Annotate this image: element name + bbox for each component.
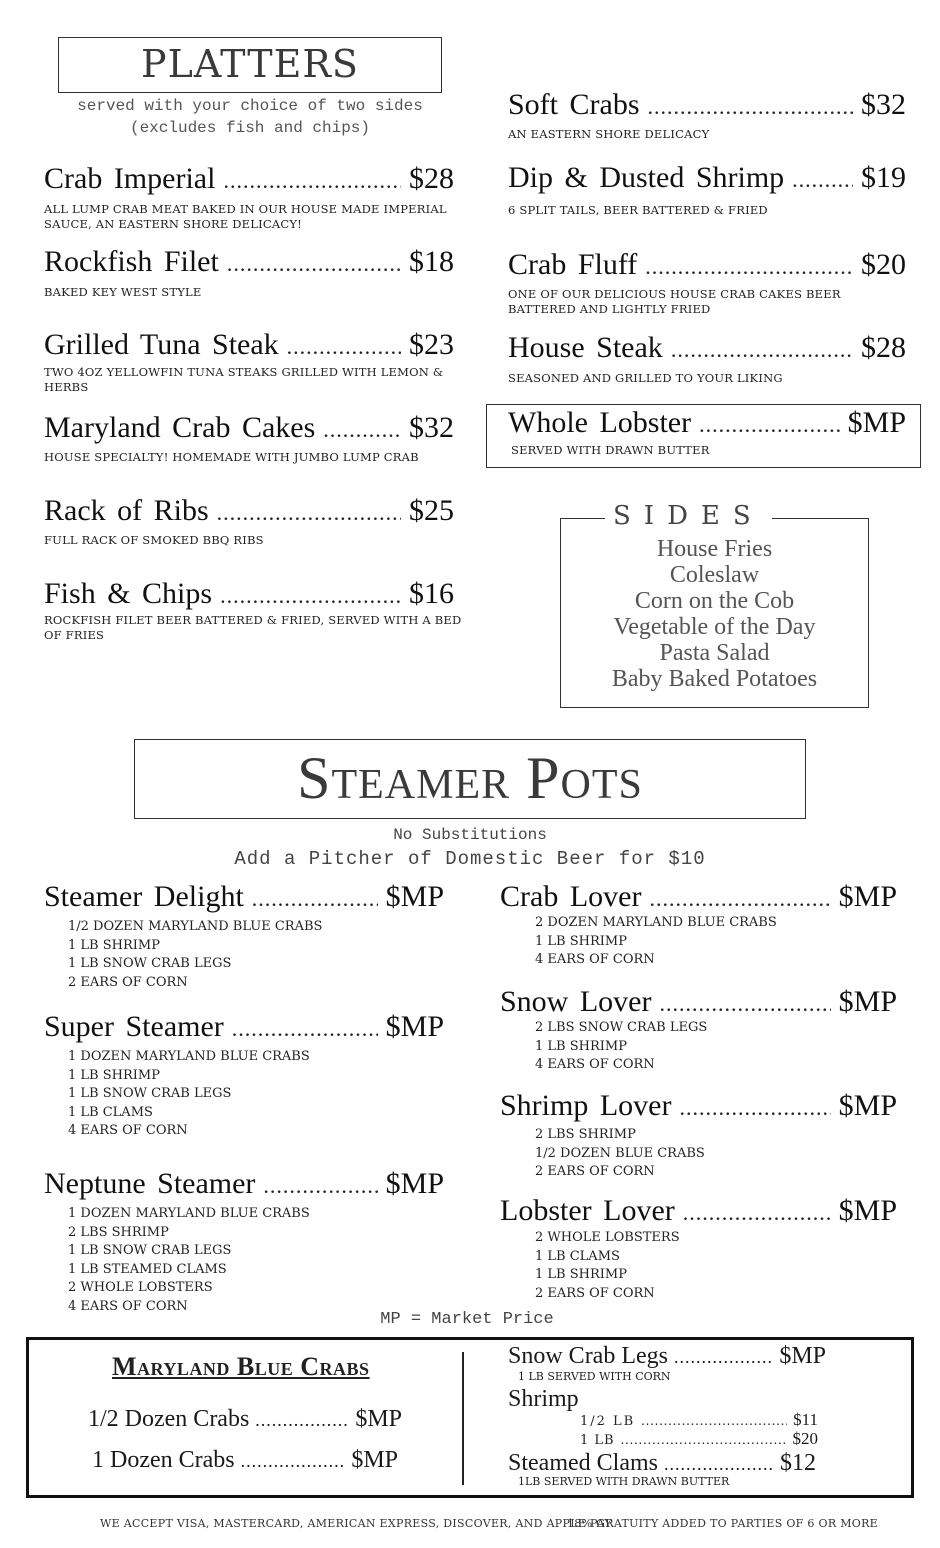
- steamer-title: Steamer Pots: [297, 745, 643, 811]
- shrimp-price-line: [580, 1429, 818, 1449]
- extra-price: $MP: [779, 1343, 826, 1369]
- steamer-name: Steamer Delight: [44, 880, 244, 913]
- extra-item: [508, 1343, 826, 1370]
- extra-name: Steamed Clams: [508, 1450, 658, 1476]
- steamer-line: 2 EARS OF CORN: [535, 1285, 655, 1301]
- steamer-name: Super Steamer: [44, 1010, 224, 1043]
- steamer-line: 1/2 DOZEN BLUE CRABS: [535, 1145, 705, 1161]
- platter-price: $19: [861, 161, 906, 194]
- platter-desc: ROCKFISH FILET BEER BATTERED & FRIED, SERVED WITH A BED OF FRIES: [44, 613, 462, 642]
- platter-desc: FULL RACK OF SMOKED BBQ RIBS: [44, 533, 264, 547]
- leader-dots: [659, 991, 830, 1017]
- shrimp-full-label: 1 LB: [580, 1433, 615, 1448]
- steamer-price: $MP: [838, 1089, 897, 1122]
- steamer-name: Snow Lover: [500, 985, 652, 1018]
- steamer-contents: [535, 914, 777, 970]
- platter-item: [508, 161, 906, 195]
- sides-title: SIDES: [605, 501, 772, 531]
- shrimp-full-price: $20: [792, 1429, 818, 1448]
- steamer-line: 2 WHOLE LOBSTERS: [68, 1280, 213, 1295]
- extra-desc: 1LB SERVED WITH DRAWN BUTTER: [518, 1475, 730, 1488]
- steamer-item: [44, 1167, 444, 1201]
- leader-dots: [679, 1095, 830, 1121]
- steamer-price: $MP: [385, 880, 444, 913]
- steamer-line: 1/2 DOZEN MARYLAND BLUE CRABS: [68, 919, 323, 934]
- payments-note: WE ACCEPT VISA, MASTERCARD, AMERICAN EXPRESS, DISCOVER, AND APPLE PAY.: [100, 1517, 615, 1530]
- leader-dots: [645, 254, 853, 280]
- platter-price: $20: [861, 248, 906, 281]
- steamer-name: Lobster Lover: [500, 1194, 675, 1227]
- steamer-contents: [68, 918, 322, 992]
- platter-name: Crab Fluff: [508, 248, 638, 281]
- steamer-price: $MP: [838, 985, 897, 1018]
- blue-crabs-title: Maryland Blue Crabs: [112, 1352, 370, 1381]
- leader-dots: [287, 334, 401, 360]
- platter-price: $23: [409, 328, 454, 361]
- side-item: Coleslaw: [669, 562, 760, 588]
- extra-price: $12: [780, 1450, 816, 1476]
- platters-title: PLATTERS: [141, 42, 359, 86]
- leader-dots: [220, 583, 401, 609]
- steamer-name: Shrimp Lover: [500, 1089, 672, 1122]
- platter-item: [508, 406, 906, 440]
- steamer-line: 1 LB SNOW CRAB LEGS: [68, 1243, 232, 1258]
- steamer-line: 4 EARS OF CORN: [535, 952, 655, 967]
- steamer-price: $MP: [838, 1194, 897, 1227]
- platter-price: $32: [409, 411, 454, 444]
- platter-desc: HOUSE SPECIALTY! HOMEMADE WITH JUMBO LUMP CRAB: [44, 450, 419, 464]
- platters-title-box: [58, 37, 442, 93]
- blue-crab-name: 1 Dozen Crabs: [92, 1447, 235, 1473]
- steamer-price: $MP: [838, 880, 897, 913]
- steamer-line: 1 LB CLAMS: [535, 1248, 620, 1264]
- leader-dots: [217, 500, 401, 526]
- platter-price: $25: [409, 494, 454, 527]
- steamer-line: 1 DOZEN MARYLAND BLUE CRABS: [68, 1206, 310, 1221]
- steamer-name: Crab Lover: [500, 880, 642, 913]
- platter-item: [44, 245, 454, 279]
- steamer-item: [500, 1089, 897, 1123]
- platter-desc: BAKED KEY WEST STYLE: [44, 285, 202, 299]
- leader-dots: [664, 1454, 774, 1475]
- steamer-title-box: [134, 739, 806, 819]
- leader-dots: [648, 94, 854, 120]
- steamer-line: 1 LB SNOW CRAB LEGS: [68, 1086, 232, 1101]
- platter-item: [508, 88, 906, 122]
- extra-item: [508, 1450, 816, 1477]
- blue-crab-price: $MP: [351, 1447, 398, 1473]
- shrimp-price-line: [580, 1410, 818, 1430]
- platter-name: Whole Lobster: [508, 406, 692, 439]
- platter-desc: TWO 4OZ YELLOWFIN TUNA STEAKS GRILLED WITH LEMON & HERBS: [44, 365, 444, 394]
- shrimp-half-price: $11: [793, 1410, 818, 1429]
- steamer-line: 4 EARS OF CORN: [68, 1298, 188, 1314]
- platter-name: House Steak: [508, 331, 663, 364]
- platter-name: Rack of Ribs: [44, 494, 209, 527]
- side-item: Baby Baked Potatoes: [611, 666, 818, 692]
- steamer-name: Neptune Steamer: [44, 1167, 256, 1200]
- platter-name: Dip & Dusted Shrimp: [508, 161, 785, 194]
- leader-dots: [223, 168, 401, 194]
- extra-name: Shrimp: [508, 1386, 579, 1412]
- leader-dots: [683, 1200, 831, 1226]
- blue-crab-price: $MP: [355, 1406, 402, 1432]
- steamer-line: 1 LB SNOW CRAB LEGS: [68, 956, 232, 971]
- blue-crab-item: [88, 1406, 402, 1433]
- leader-dots: [227, 251, 401, 277]
- steamer-item: [500, 985, 897, 1019]
- leader-dots: [263, 1173, 377, 1199]
- leader-dots: [255, 1410, 349, 1431]
- no-substitutions: No Substitutions: [393, 826, 547, 844]
- gratuity-note: 18% GRATUITY ADDED TO PARTIES OF 6 OR MORE: [567, 1517, 878, 1530]
- platter-item: [44, 162, 454, 196]
- steamer-line: 1 LB STEAMED CLAMS: [68, 1261, 227, 1277]
- shrimp-half-label: 1/2 LB: [580, 1414, 636, 1429]
- platter-price: $28: [861, 331, 906, 364]
- steamer-line: 1 LB CLAMS: [68, 1104, 153, 1120]
- platter-item: [44, 494, 454, 528]
- leader-dots: [232, 1016, 378, 1042]
- platter-name: Fish & Chips: [44, 577, 213, 610]
- steamer-line: 1 LB SHRIMP: [535, 933, 627, 949]
- leader-dots: [241, 1451, 346, 1472]
- steamer-contents: [68, 1205, 310, 1316]
- leader-dots: [792, 167, 853, 193]
- leader-dots: [699, 412, 840, 438]
- platter-desc: SERVED WITH DRAWN BUTTER: [511, 443, 710, 457]
- steamer-line: 2 LBS SHRIMP: [535, 1127, 636, 1142]
- platter-desc: SEASONED AND GRILLED TO YOUR LIKING: [508, 371, 783, 385]
- platter-name: Crab Imperial: [44, 162, 216, 195]
- steamer-contents: [68, 1048, 310, 1141]
- platter-name: Grilled Tuna Steak: [44, 328, 279, 361]
- platter-price: $16: [409, 577, 454, 610]
- steamer-line: 2 DOZEN MARYLAND BLUE CRABS: [535, 915, 777, 930]
- platter-name: Soft Crabs: [508, 88, 640, 121]
- platter-item: [44, 328, 454, 362]
- platter-price: $18: [409, 245, 454, 278]
- leader-dots: [649, 886, 830, 912]
- blue-crab-item: [92, 1447, 398, 1474]
- steamer-line: 2 LBS SHRIMP: [68, 1224, 169, 1240]
- steamer-line: 1 LB SHRIMP: [535, 1038, 627, 1054]
- platter-desc: ONE OF OUR DELICIOUS HOUSE CRAB CAKES BEER BATTERED AND LIGHTLY FRIED: [508, 287, 841, 316]
- side-item: Vegetable of the Day: [613, 614, 816, 640]
- platter-desc: ALL LUMP CRAB MEAT BAKED IN OUR HOUSE MADE IMPERIAL SAUCE, AN EASTERN SHORE DELICACY!: [44, 202, 447, 231]
- steamer-contents: [535, 1019, 707, 1075]
- market-price-note: MP = Market Price: [380, 1310, 554, 1329]
- side-item: Corn on the Cob: [634, 588, 795, 614]
- platter-name: Rockfish Filet: [44, 245, 219, 278]
- leader-dots: [671, 337, 853, 363]
- steamer-item: [44, 880, 444, 914]
- platter-name: Maryland Crab Cakes: [44, 411, 316, 444]
- platter-item: [44, 577, 454, 611]
- steamer-line: 2 EARS OF CORN: [535, 1164, 655, 1179]
- steamer-price: $MP: [385, 1010, 444, 1043]
- extra-desc: 1 LB SERVED WITH CORN: [518, 1370, 671, 1383]
- steamer-line: 2 LBS SNOW CRAB LEGS: [535, 1020, 708, 1035]
- extra-name: Snow Crab Legs: [508, 1343, 668, 1369]
- beer-pitcher-note: Add a Pitcher of Domestic Beer for $10: [234, 848, 706, 870]
- blue-crab-name: 1/2 Dozen Crabs: [88, 1406, 250, 1432]
- steamer-contents: [535, 1229, 680, 1303]
- side-item: Pasta Salad: [659, 640, 770, 666]
- steamer-line: 4 EARS OF CORN: [535, 1057, 655, 1072]
- steamer-line: 1 DOZEN MARYLAND BLUE CRABS: [68, 1049, 310, 1064]
- sides-list: [560, 536, 869, 692]
- platter-price: $32: [861, 88, 906, 121]
- steamer-line: 1 LB SHRIMP: [68, 1067, 160, 1083]
- platter-item: [508, 248, 906, 282]
- platters-subtitle-2: (excludes fish and chips): [129, 119, 371, 137]
- steamer-item: [44, 1010, 444, 1044]
- leader-dots: [674, 1347, 773, 1368]
- platters-subtitle-1: served with your choice of two sides: [77, 97, 423, 115]
- platter-item: [44, 411, 454, 445]
- steamer-line: 1 LB SHRIMP: [68, 937, 160, 953]
- steamer-line: 2 EARS OF CORN: [68, 974, 188, 990]
- platter-desc: AN EASTERN SHORE DELICACY: [508, 127, 710, 141]
- steamer-item: [500, 880, 897, 914]
- steamer-line: 1 LB SHRIMP: [535, 1267, 627, 1282]
- leader-dots: [323, 417, 401, 443]
- leader-dots: [252, 886, 378, 912]
- steamer-item: [500, 1194, 897, 1228]
- platter-price: $28: [409, 162, 454, 195]
- steamer-price: $MP: [385, 1167, 444, 1200]
- steamer-line: 2 WHOLE LOBSTERS: [535, 1230, 680, 1245]
- leader-dots: [621, 1433, 787, 1449]
- platter-price: $MP: [847, 406, 906, 439]
- bottom-divider: [462, 1352, 464, 1485]
- platter-item: [508, 331, 906, 365]
- steamer-contents: [535, 1126, 705, 1182]
- steamer-line: 4 EARS OF CORN: [68, 1123, 188, 1138]
- platter-desc: 6 SPLIT TAILS, BEER BATTERED & FRIED: [508, 203, 768, 217]
- side-item: House Fries: [656, 536, 773, 562]
- leader-dots: [641, 1414, 787, 1430]
